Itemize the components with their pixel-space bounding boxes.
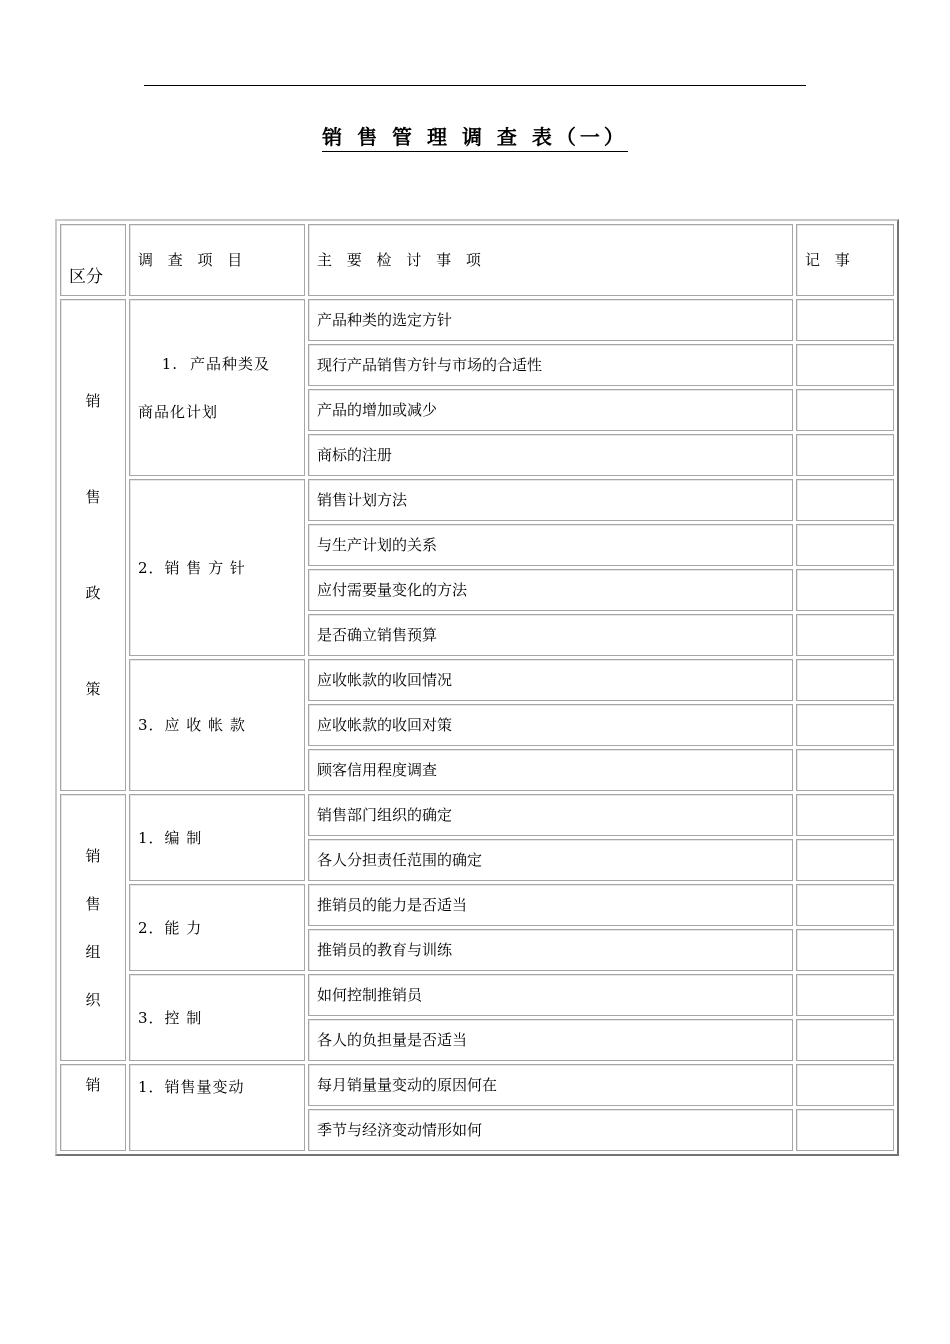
note-cell[interactable]	[796, 389, 894, 431]
item-sales-volume-change: 1．销售量变动	[129, 1064, 305, 1151]
note-cell[interactable]	[796, 974, 894, 1016]
item-label: 商品化计划	[138, 402, 219, 421]
table-row	[60, 794, 894, 836]
check-item: 应付需要量变化的方法	[308, 569, 793, 611]
note-cell[interactable]	[796, 524, 894, 566]
note-cell[interactable]	[796, 929, 894, 971]
check-item: 推销员的教育与训练	[308, 929, 793, 971]
note-cell[interactable]	[796, 659, 894, 701]
check-item: 各人分担责任范围的确定	[308, 839, 793, 881]
item-sales-policy: 2．销 售 方 针	[129, 479, 305, 656]
category-char: 政	[85, 584, 101, 602]
check-item: 应收帐款的收回对策	[308, 704, 793, 746]
table-row	[60, 299, 894, 341]
check-item: 产品的增加或减少	[308, 389, 793, 431]
check-item: 商标的注册	[308, 434, 793, 476]
page-title-text: 销 售 管 理 调 查 表（一）	[322, 125, 628, 152]
check-item: 销售部门组织的确定	[308, 794, 793, 836]
header-note: 记 事	[796, 224, 894, 296]
category-char: 销	[85, 846, 101, 865]
item-control: 3．控 制	[129, 974, 305, 1061]
top-rule	[144, 85, 806, 86]
check-item: 是否确立销售预算	[308, 614, 793, 656]
category-char: 售	[85, 488, 101, 506]
check-item: 如何控制推销员	[308, 974, 793, 1016]
check-item: 与生产计划的关系	[308, 524, 793, 566]
page-title	[0, 121, 950, 150]
category-sales-volume	[60, 1064, 126, 1151]
check-item: 产品种类的选定方针	[308, 299, 793, 341]
check-item: 应收帐款的收回情况	[308, 659, 793, 701]
note-cell[interactable]	[796, 884, 894, 926]
check-item: 各人的负担量是否适当	[308, 1019, 793, 1061]
header-row	[60, 224, 894, 296]
note-cell[interactable]	[796, 569, 894, 611]
category-char: 销	[85, 392, 101, 410]
category-char: 织	[85, 990, 101, 1009]
check-item: 每月销量量变动的原因何在	[308, 1064, 793, 1106]
check-item: 季节与经济变动情形如何	[308, 1109, 793, 1151]
table-row	[60, 884, 894, 926]
check-item: 现行产品销售方针与市场的合适性	[308, 344, 793, 386]
item-label: 产品种类及	[190, 354, 271, 373]
note-cell[interactable]	[796, 1109, 894, 1151]
note-cell[interactable]	[796, 1064, 894, 1106]
check-item: 推销员的能力是否适当	[308, 884, 793, 926]
table-row	[60, 1064, 894, 1106]
note-cell[interactable]	[796, 839, 894, 881]
header-category: 区分	[60, 224, 126, 296]
survey-table	[55, 219, 899, 1156]
item-receivables: 3．应 收 帐 款	[129, 659, 305, 791]
check-item: 销售计划方法	[308, 479, 793, 521]
note-cell[interactable]	[796, 344, 894, 386]
note-cell[interactable]	[796, 704, 894, 746]
category-char: 销	[85, 1076, 101, 1094]
note-cell[interactable]	[796, 299, 894, 341]
header-item: 调 查 项 目	[129, 224, 305, 296]
note-cell[interactable]	[796, 794, 894, 836]
item-product-planning	[129, 299, 305, 476]
category-sales-policy	[60, 299, 126, 791]
item-ability: 2．能 力	[129, 884, 305, 971]
table-row	[60, 659, 894, 701]
category-char: 策	[85, 680, 101, 698]
category-char: 售	[85, 894, 101, 913]
table-row	[60, 479, 894, 521]
category-char: 组	[85, 942, 101, 961]
note-cell[interactable]	[796, 1019, 894, 1061]
table-row	[60, 974, 894, 1016]
header-check: 主 要 检 讨 事 项	[308, 224, 793, 296]
item-staffing: 1．编 制	[129, 794, 305, 881]
note-cell[interactable]	[796, 614, 894, 656]
item-number: 1.	[161, 354, 178, 373]
check-item: 顾客信用程度调查	[308, 749, 793, 791]
note-cell[interactable]	[796, 749, 894, 791]
note-cell[interactable]	[796, 434, 894, 476]
category-sales-organization	[60, 794, 126, 1061]
note-cell[interactable]	[796, 479, 894, 521]
